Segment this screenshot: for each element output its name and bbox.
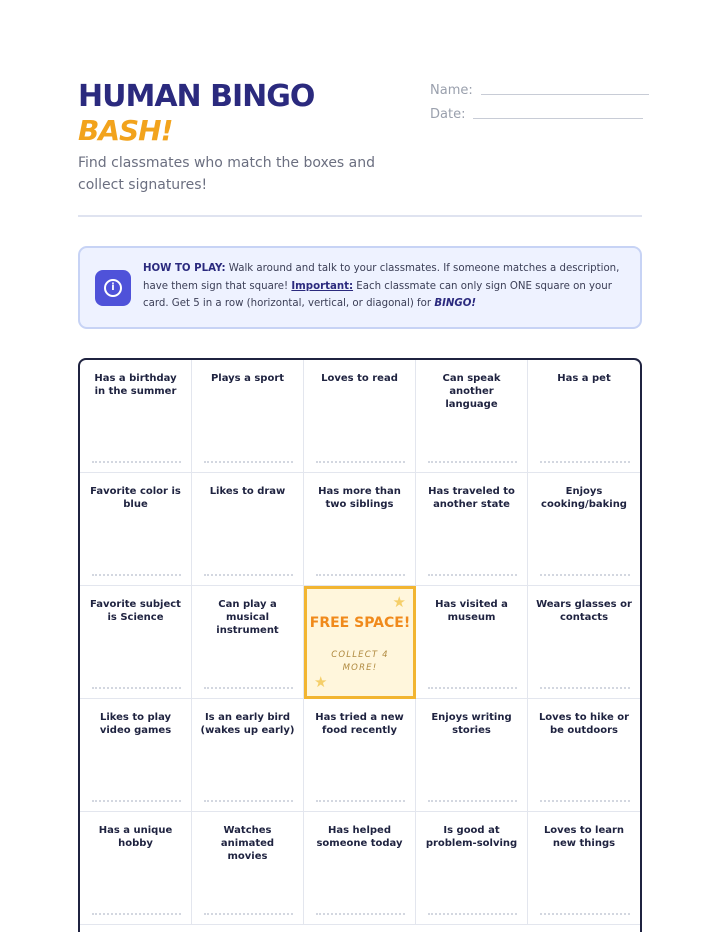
name-label: Name: bbox=[430, 83, 473, 98]
bingo-label: BINGO! bbox=[434, 298, 477, 309]
bingo-cell-label: Is an early bird (wakes up early) bbox=[200, 712, 295, 736]
bingo-cell-label: Has a unique hobby bbox=[98, 825, 173, 849]
bingo-cell[interactable] bbox=[80, 586, 192, 699]
date-field[interactable] bbox=[430, 102, 643, 122]
bingo-cell-label: Loves to read bbox=[321, 373, 398, 384]
bingo-cell[interactable] bbox=[192, 360, 304, 473]
bingo-cell-label: Enjoys cooking/baking bbox=[541, 486, 627, 510]
bingo-cell-label: Likes to play video games bbox=[99, 712, 172, 736]
signature-line[interactable] bbox=[428, 800, 517, 802]
bingo-cell-label: Favorite color is blue bbox=[90, 486, 181, 510]
how-to-play-text-2: Each classmate can only sign ONE square on your card. Get 5 in a row (horizontal, vertical, or diagonal) for bbox=[143, 280, 612, 309]
bingo-cell[interactable] bbox=[416, 812, 528, 925]
how-to-play-text-1: Walk around and talk to your classmates. If someone matches a description, have them sign that square! bbox=[143, 263, 620, 292]
bingo-cell[interactable] bbox=[528, 699, 640, 812]
header bbox=[78, 78, 642, 218]
bingo-cell[interactable] bbox=[304, 699, 416, 812]
bingo-cell[interactable] bbox=[416, 699, 528, 812]
free-space-cell[interactable] bbox=[304, 586, 416, 699]
bingo-cell[interactable] bbox=[416, 473, 528, 586]
signature-line[interactable] bbox=[428, 461, 517, 463]
signature-line[interactable] bbox=[204, 913, 293, 915]
bingo-cell-label: Can play a musical instrument bbox=[216, 599, 279, 636]
bingo-cell[interactable] bbox=[192, 586, 304, 699]
header-divider bbox=[78, 215, 642, 217]
bingo-cell-label: Wears glasses or contacts bbox=[536, 599, 632, 623]
bingo-cell[interactable] bbox=[192, 473, 304, 586]
signature-line[interactable] bbox=[540, 913, 630, 915]
how-to-play-text bbox=[143, 260, 628, 313]
bingo-cell-label: Plays a sport bbox=[210, 373, 285, 384]
signature-line[interactable] bbox=[92, 461, 181, 463]
bingo-cell[interactable] bbox=[192, 812, 304, 925]
signature-line[interactable] bbox=[540, 687, 630, 689]
signature-line[interactable] bbox=[92, 913, 181, 915]
page-title: HUMAN BINGO bbox=[78, 79, 315, 114]
signature-line[interactable] bbox=[428, 913, 517, 915]
bingo-cell[interactable] bbox=[416, 586, 528, 699]
bingo-cell[interactable] bbox=[304, 473, 416, 586]
bingo-cell[interactable] bbox=[528, 473, 640, 586]
bingo-cell-label: Has tried a new food recently bbox=[315, 712, 404, 736]
signature-line[interactable] bbox=[316, 800, 405, 802]
signature-line[interactable] bbox=[92, 687, 181, 689]
date-label: Date: bbox=[430, 107, 466, 122]
bingo-cell-label: Has a pet bbox=[557, 373, 611, 384]
bingo-cell[interactable] bbox=[80, 699, 192, 812]
signature-line[interactable] bbox=[428, 574, 517, 576]
star-icon: ★ bbox=[392, 593, 406, 611]
page-title-accent: BASH! bbox=[78, 114, 173, 147]
free-space-subtitle: COLLECT 4 MORE! bbox=[331, 650, 389, 673]
bingo-cell-label: Enjoys writing stories bbox=[431, 712, 512, 736]
bingo-cell[interactable] bbox=[192, 699, 304, 812]
signature-line[interactable] bbox=[204, 800, 293, 802]
info-icon: i bbox=[95, 270, 131, 306]
date-line[interactable] bbox=[473, 118, 643, 119]
bingo-cell-label: Loves to hike or be outdoors bbox=[538, 712, 630, 736]
bingo-cell-label: Has helped someone today bbox=[316, 825, 403, 849]
bingo-cell[interactable] bbox=[528, 360, 640, 473]
signature-line[interactable] bbox=[428, 687, 517, 689]
bingo-cell-label: Watches animated movies bbox=[220, 825, 275, 862]
bingo-cell-label: Has traveled to another state bbox=[428, 486, 515, 510]
signature-line[interactable] bbox=[92, 574, 181, 576]
bingo-cell[interactable] bbox=[528, 586, 640, 699]
how-to-play-lead: HOW TO PLAY: bbox=[143, 263, 226, 274]
signature-line[interactable] bbox=[540, 461, 630, 463]
bingo-board bbox=[78, 358, 642, 932]
free-space-title: FREE SPACE! bbox=[309, 615, 411, 631]
signature-line[interactable] bbox=[204, 461, 293, 463]
signature-line[interactable] bbox=[204, 574, 293, 576]
bingo-cell[interactable] bbox=[528, 812, 640, 925]
important-label: Important: bbox=[291, 280, 354, 292]
bingo-cell-label: Can speak another language bbox=[442, 373, 501, 410]
signature-line[interactable] bbox=[316, 461, 405, 463]
bingo-cell-label: Favorite subject is Science bbox=[90, 599, 181, 623]
signature-line[interactable] bbox=[316, 574, 405, 576]
bingo-grid bbox=[80, 360, 640, 925]
bingo-cell[interactable] bbox=[304, 360, 416, 473]
page-subtitle: Find classmates who match the boxes and collect signatures! bbox=[78, 155, 376, 193]
bingo-cell[interactable] bbox=[416, 360, 528, 473]
bingo-cell[interactable] bbox=[80, 473, 192, 586]
name-field[interactable] bbox=[430, 78, 649, 98]
bingo-cell-label: Is good at problem-solving bbox=[425, 825, 518, 849]
bingo-cell[interactable] bbox=[80, 360, 192, 473]
how-to-play-box bbox=[78, 246, 642, 329]
signature-line[interactable] bbox=[540, 800, 630, 802]
signature-line[interactable] bbox=[204, 687, 293, 689]
bingo-cell-label: Has more than two siblings bbox=[318, 486, 401, 510]
signature-line[interactable] bbox=[316, 913, 405, 915]
bingo-cell-label: Loves to learn new things bbox=[543, 825, 625, 849]
bingo-cell[interactable] bbox=[304, 812, 416, 925]
signature-line[interactable] bbox=[540, 574, 630, 576]
bingo-cell-label: Has visited a museum bbox=[435, 599, 508, 623]
name-line[interactable] bbox=[481, 94, 649, 95]
bingo-cell-label: Has a birthday in the summer bbox=[94, 373, 177, 397]
bingo-cell-label: Likes to draw bbox=[209, 486, 286, 497]
bingo-cell[interactable] bbox=[80, 812, 192, 925]
star-icon: ★ bbox=[314, 673, 328, 691]
signature-line[interactable] bbox=[92, 800, 181, 802]
